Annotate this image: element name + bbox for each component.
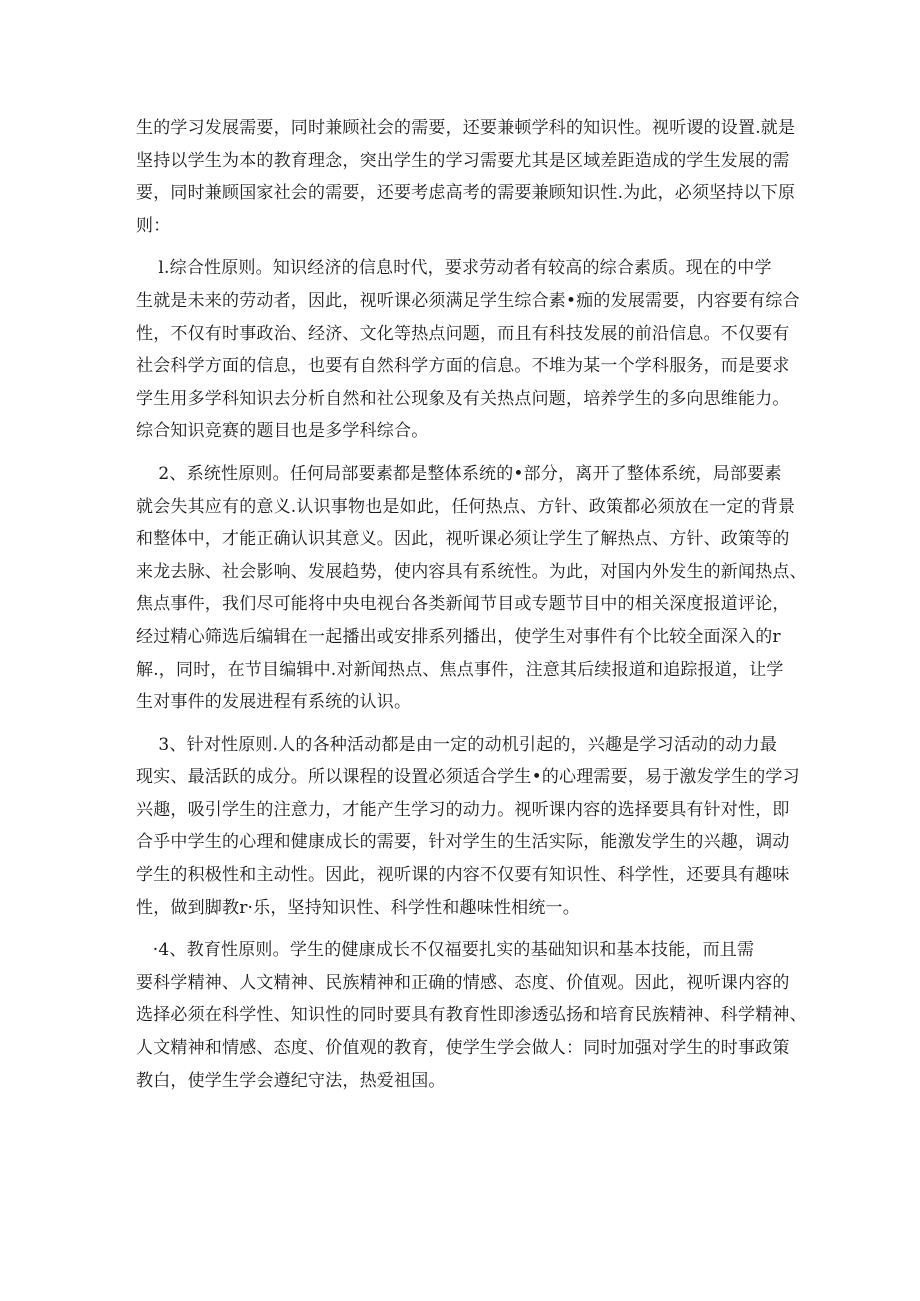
text-line: 学生的积极性和主动性。因此，视听课的内容不仅要有知识性、科学性，还要具有趣味 [136,865,790,886]
text-line: 生的学习发展需要，同时兼顾社会的需要，还要兼顿学科的知识性。视听谡的设置.就是 [136,118,796,138]
text-line: 人文精神和情感、态度、价值观的教育，使学生学会做人：同时加强对学生的时事政策 [136,1038,790,1059]
text-line: 要，同时兼顾国家社会的需要，还要考虑高考的需要兼顾知识性.为此，必须坚持以下原 [136,183,796,204]
text-line: 生对事件的发展进程有系统的认识。 [136,692,412,713]
text-line: 现实、最活跃的成分。所以课程的设置必须适合学生•的心理需要，易于激发学生的学习 [136,767,800,788]
paragraph-principle-2 [136,458,807,719]
text-line: 和整体中，才能正确认识其意义。因此，视听课必须让学生了解热点、方针、政策等的 [136,529,790,550]
text-line: 合乎中学生的心理和健康成长的需要，针对学生的生活实际，能激发学生的兴趣，调动 [136,832,790,853]
document-body [136,112,807,1107]
text-line: 则： [136,215,171,236]
text-line: l.综合性原则。知识经济的信息时代，要求劳动者有较高的综合素质。现在的中学 [136,258,772,279]
paragraph-principle-1 [136,252,800,448]
text-line: 综合知识竞赛的题目也是多学科综合。 [136,421,429,442]
text-line: 焦点事件，我们尽可能将中央电视台各类新闻节目或专题节目中的相关深度报道评论， [136,594,790,615]
text-line: 就会失其应有的意义.认识事物也是如此，任何热点、方针、政策都必须放在一定的背景 [136,496,796,517]
text-line: 教白，使学生学会遵纪守法，热爱祖国。 [136,1070,446,1091]
text-line: 经过精心筛选后编辑在一起播出或安排系列播出，使学生对事件有个比较全面深入的r [136,626,781,647]
text-line: 学生用多学科知识去分析自然和社公现象及有关热点问题，培养学生的多向思维能力。 [136,388,790,409]
paragraph-intro [136,112,796,242]
text-line: ·4、教育性原则。学生的健康成长不仅福要扎实的基础知识和基本技能，而且需 [136,940,755,961]
text-line: 要科学精神、人文精神、民族精神和正确的情感、态度、价值观。因此，视听课内容的 [136,972,790,993]
text-line: 坚持以学生为本的教育理念，突出学生的学习需要尤其是区域差距造成的学生发展的需 [136,150,790,171]
paragraph-principle-3 [136,729,800,925]
text-line: 2、系统性原则。任何局部要素都是整体系统的•部分，离开了整体系统，局部要素 [136,463,782,484]
text-line: 社会科学方面的信息，也要有自然科学方面的信息。不堆为某一个学科服务，而是要求 [136,356,790,377]
text-line: 性，不仅有时事政治、经济、文化等热点问题，而且有科技发展的前沿信息。不仅要有 [136,323,790,344]
text-line: 选择必须在科学性、知识性的同时要具有教育性即渗透弘扬和培育民族精神、科学精神、 [136,1005,807,1026]
paragraph-principle-4 [136,934,807,1097]
text-line: 性，做到脚教r·乐，坚持知识性、科学性和趣味性相统一。 [136,897,580,918]
text-line: 来龙去脉、社会影响、发展趋势，使内容具有系统性。为此，对国内外发生的新闻热点、 [136,561,807,582]
text-line: 3、针对性原则.人的各种活动都是由一定的动机引起的，兴趣是学习活动的动力最 [136,734,778,755]
text-line: 解.，同时，在节目编辑中.对新闻热点、焦点事件，注意其后续报道和追踪报道，让学 [136,659,784,680]
text-line: 生就是未来的劳动者，因此，视听课必须满足学生综合素•痂的发展需要，内容要有综合 [136,290,800,311]
text-line: 兴趣，吸引学生的注意力，才能产生学习的动力。视听课内容的选择要具有针对性，即 [136,799,790,820]
